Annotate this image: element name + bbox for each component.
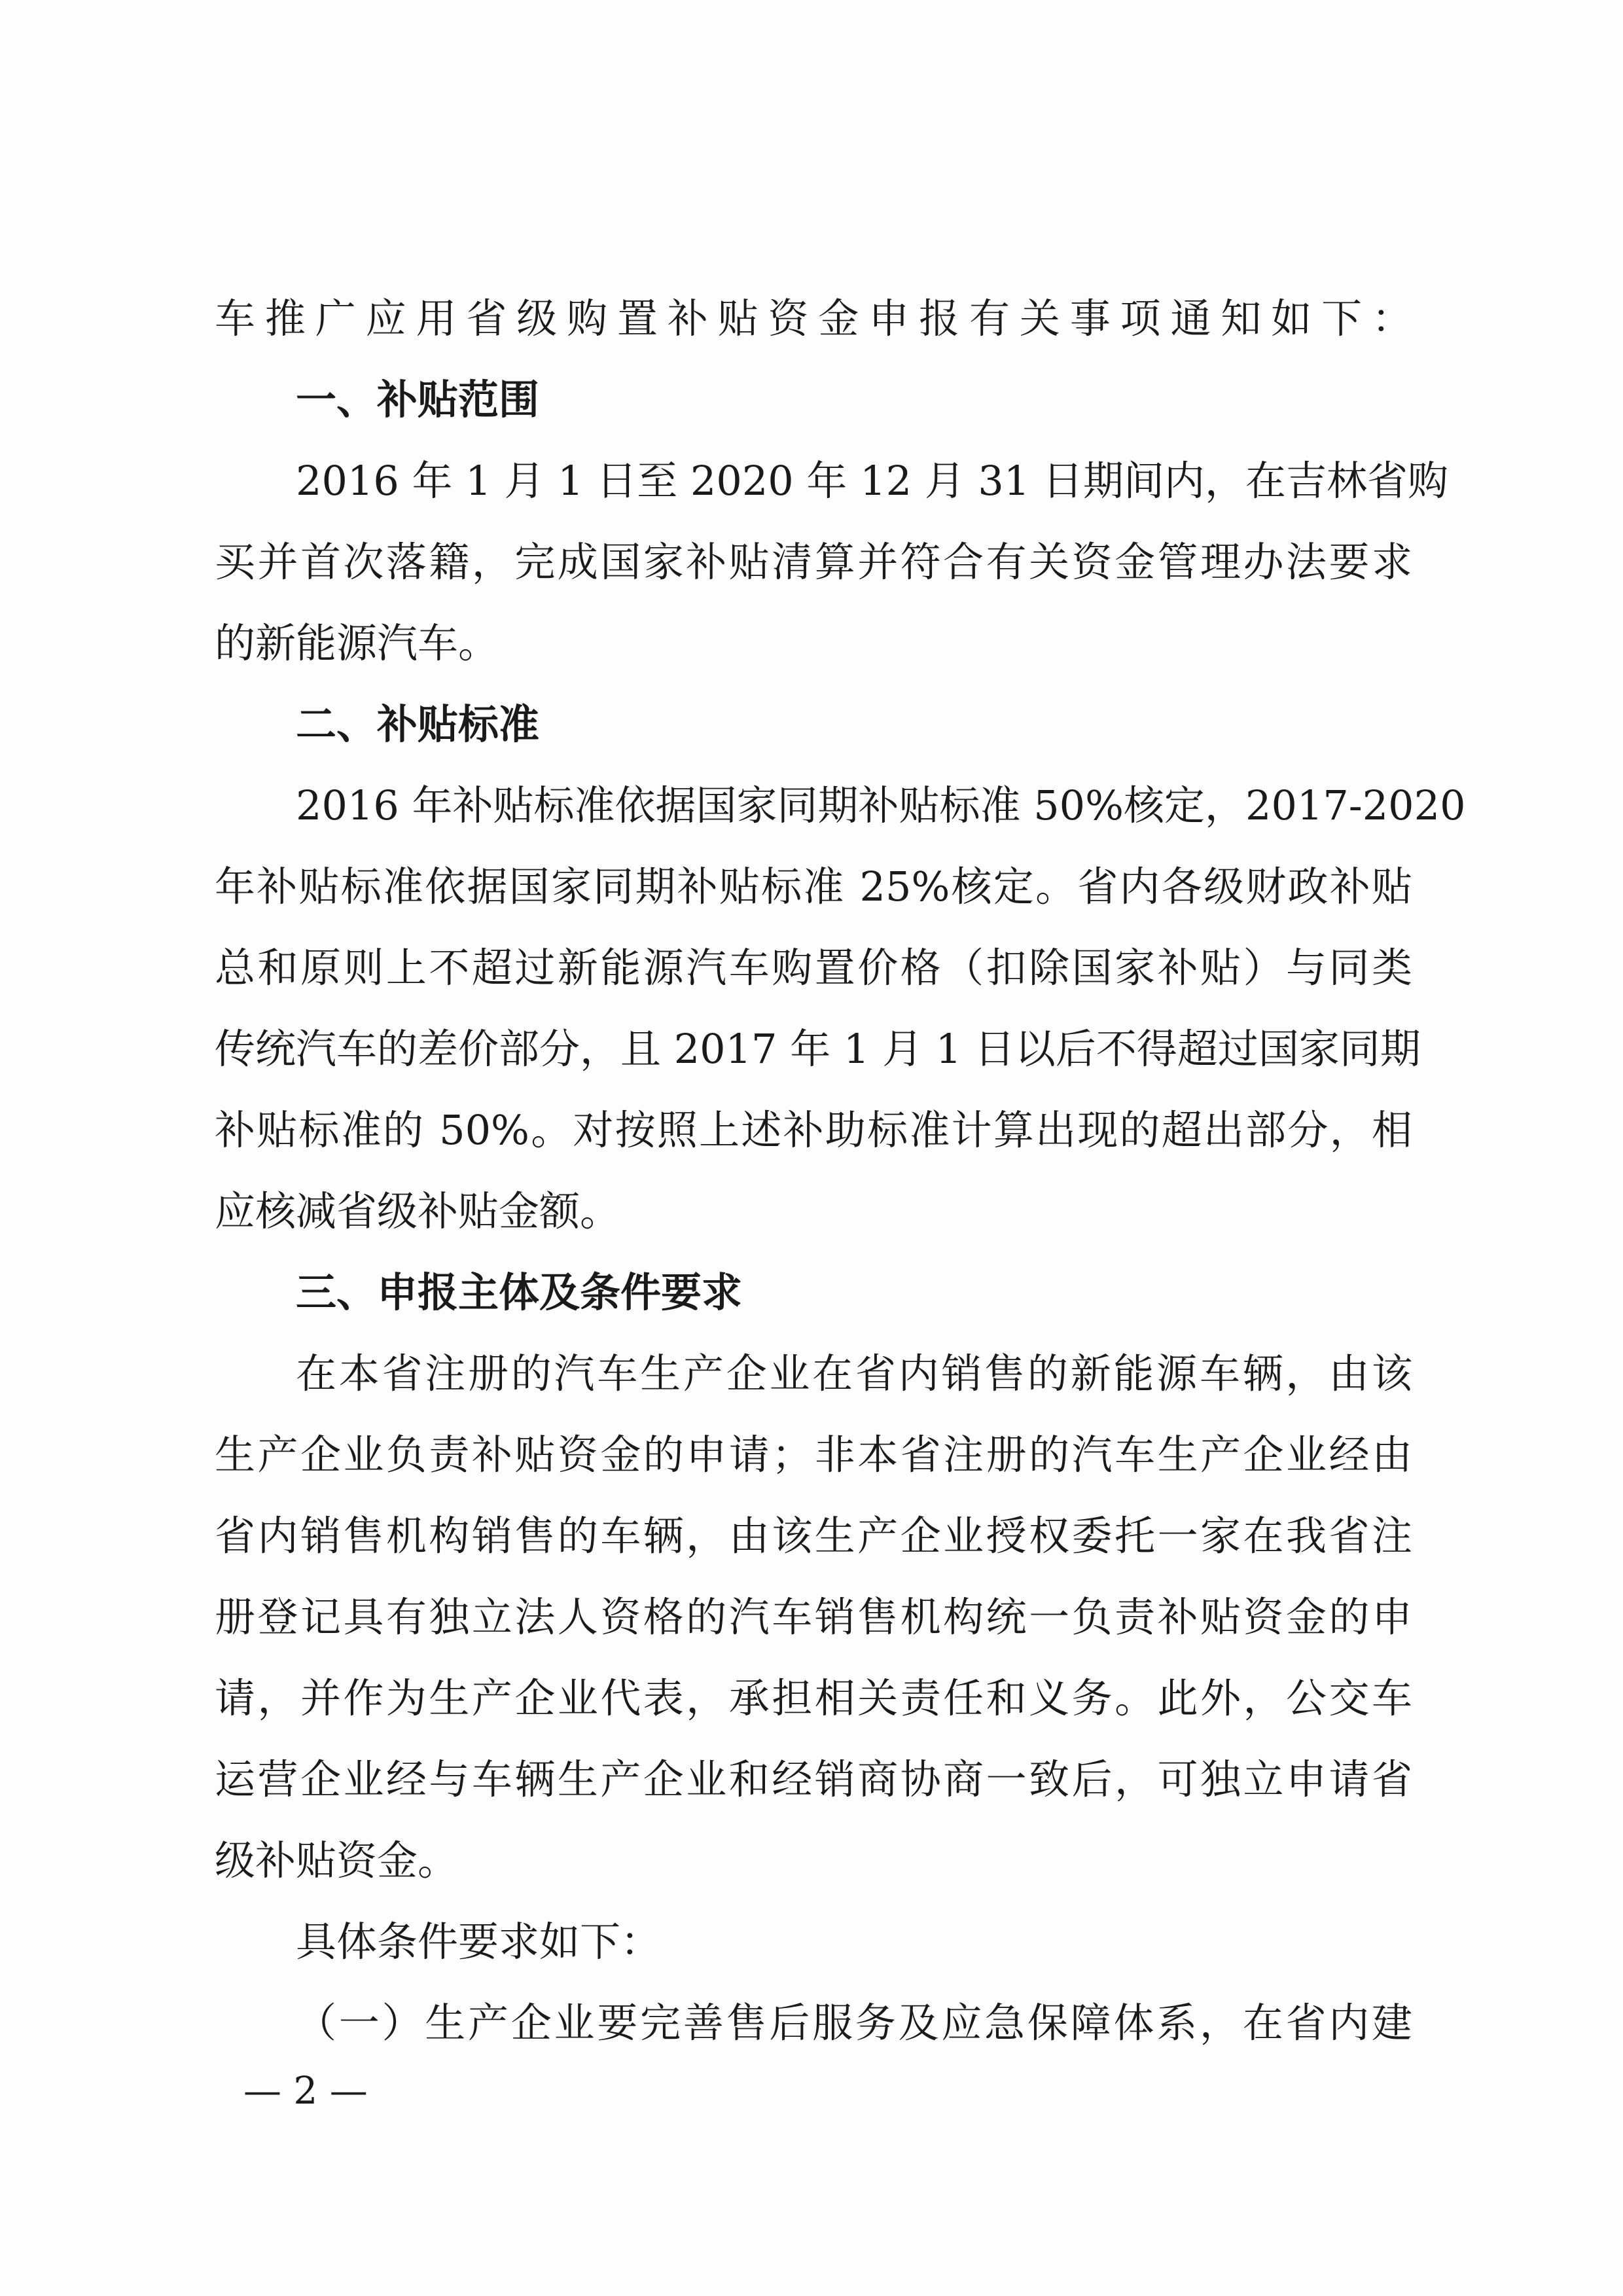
body-line-11: 补贴标准的 50%。对按照上述补助标准计算出现的超出部分，相 — [215, 1106, 1412, 1154]
body-line-21: 具体条件要求如下： — [296, 1918, 662, 1965]
body-line-22: （一）生产企业要完善售后服务及应急保障体系，在省内建 — [296, 1999, 1412, 2047]
body-line-20: 级补贴资金。 — [215, 1837, 459, 1884]
body-line-12: 应核减省级补贴金额。 — [215, 1187, 621, 1235]
body-line-17: 册登记具有独立法人资格的汽车销售机构统一负责补贴资金的申 — [215, 1593, 1412, 1641]
body-line-18: 请，并作为生产企业代表，承担相关责任和义务。此外，公交车 — [215, 1674, 1412, 1722]
body-line-3: 2016 年 1 月 1 日至 2020 年 12 月 31 日期间内，在吉林省购 — [296, 457, 1449, 505]
body-line-10: 传统汽车的差价部分，且 2017 年 1 月 1 日以后不得超过国家同期 — [215, 1025, 1421, 1073]
body-line-9: 总和原则上不超过新能源汽车购置价格（扣除国家补贴）与同类 — [215, 944, 1412, 992]
body-line-7: 2016 年补贴标准依据国家同期补贴标准 50%核定，2017-2020 — [296, 781, 1466, 829]
page-number: — 2 — — [243, 2068, 368, 2113]
body-line-16: 省内销售机构销售的车辆，由该生产企业授权委托一家在我省注 — [215, 1512, 1412, 1560]
body-line-15: 生产企业负责补贴资金的申请；非本省注册的汽车生产企业经由 — [215, 1431, 1412, 1479]
body-line-1: 车推广应用省级购置补贴资金申报有关事项通知如下： — [215, 295, 1412, 342]
body-line-8: 年补贴标准依据国家同期补贴标准 25%核定。省内各级财政补贴 — [215, 863, 1412, 910]
section-heading-standard: 二、补贴标准 — [296, 700, 540, 748]
section-heading-scope: 一、补贴范围 — [296, 376, 540, 423]
body-line-19: 运营企业经与车辆生产企业和经销商协商一致后，可独立申请省 — [215, 1755, 1412, 1803]
body-line-14: 在本省注册的汽车生产企业在省内销售的新能源车辆，由该 — [296, 1350, 1412, 1397]
body-line-5: 的新能源汽车。 — [215, 619, 499, 667]
section-heading-applicant: 三、申报主体及条件要求 — [296, 1268, 743, 1316]
body-line-4: 买并首次落籍，完成国家补贴清算并符合有关资金管理办法要求 — [215, 538, 1412, 586]
